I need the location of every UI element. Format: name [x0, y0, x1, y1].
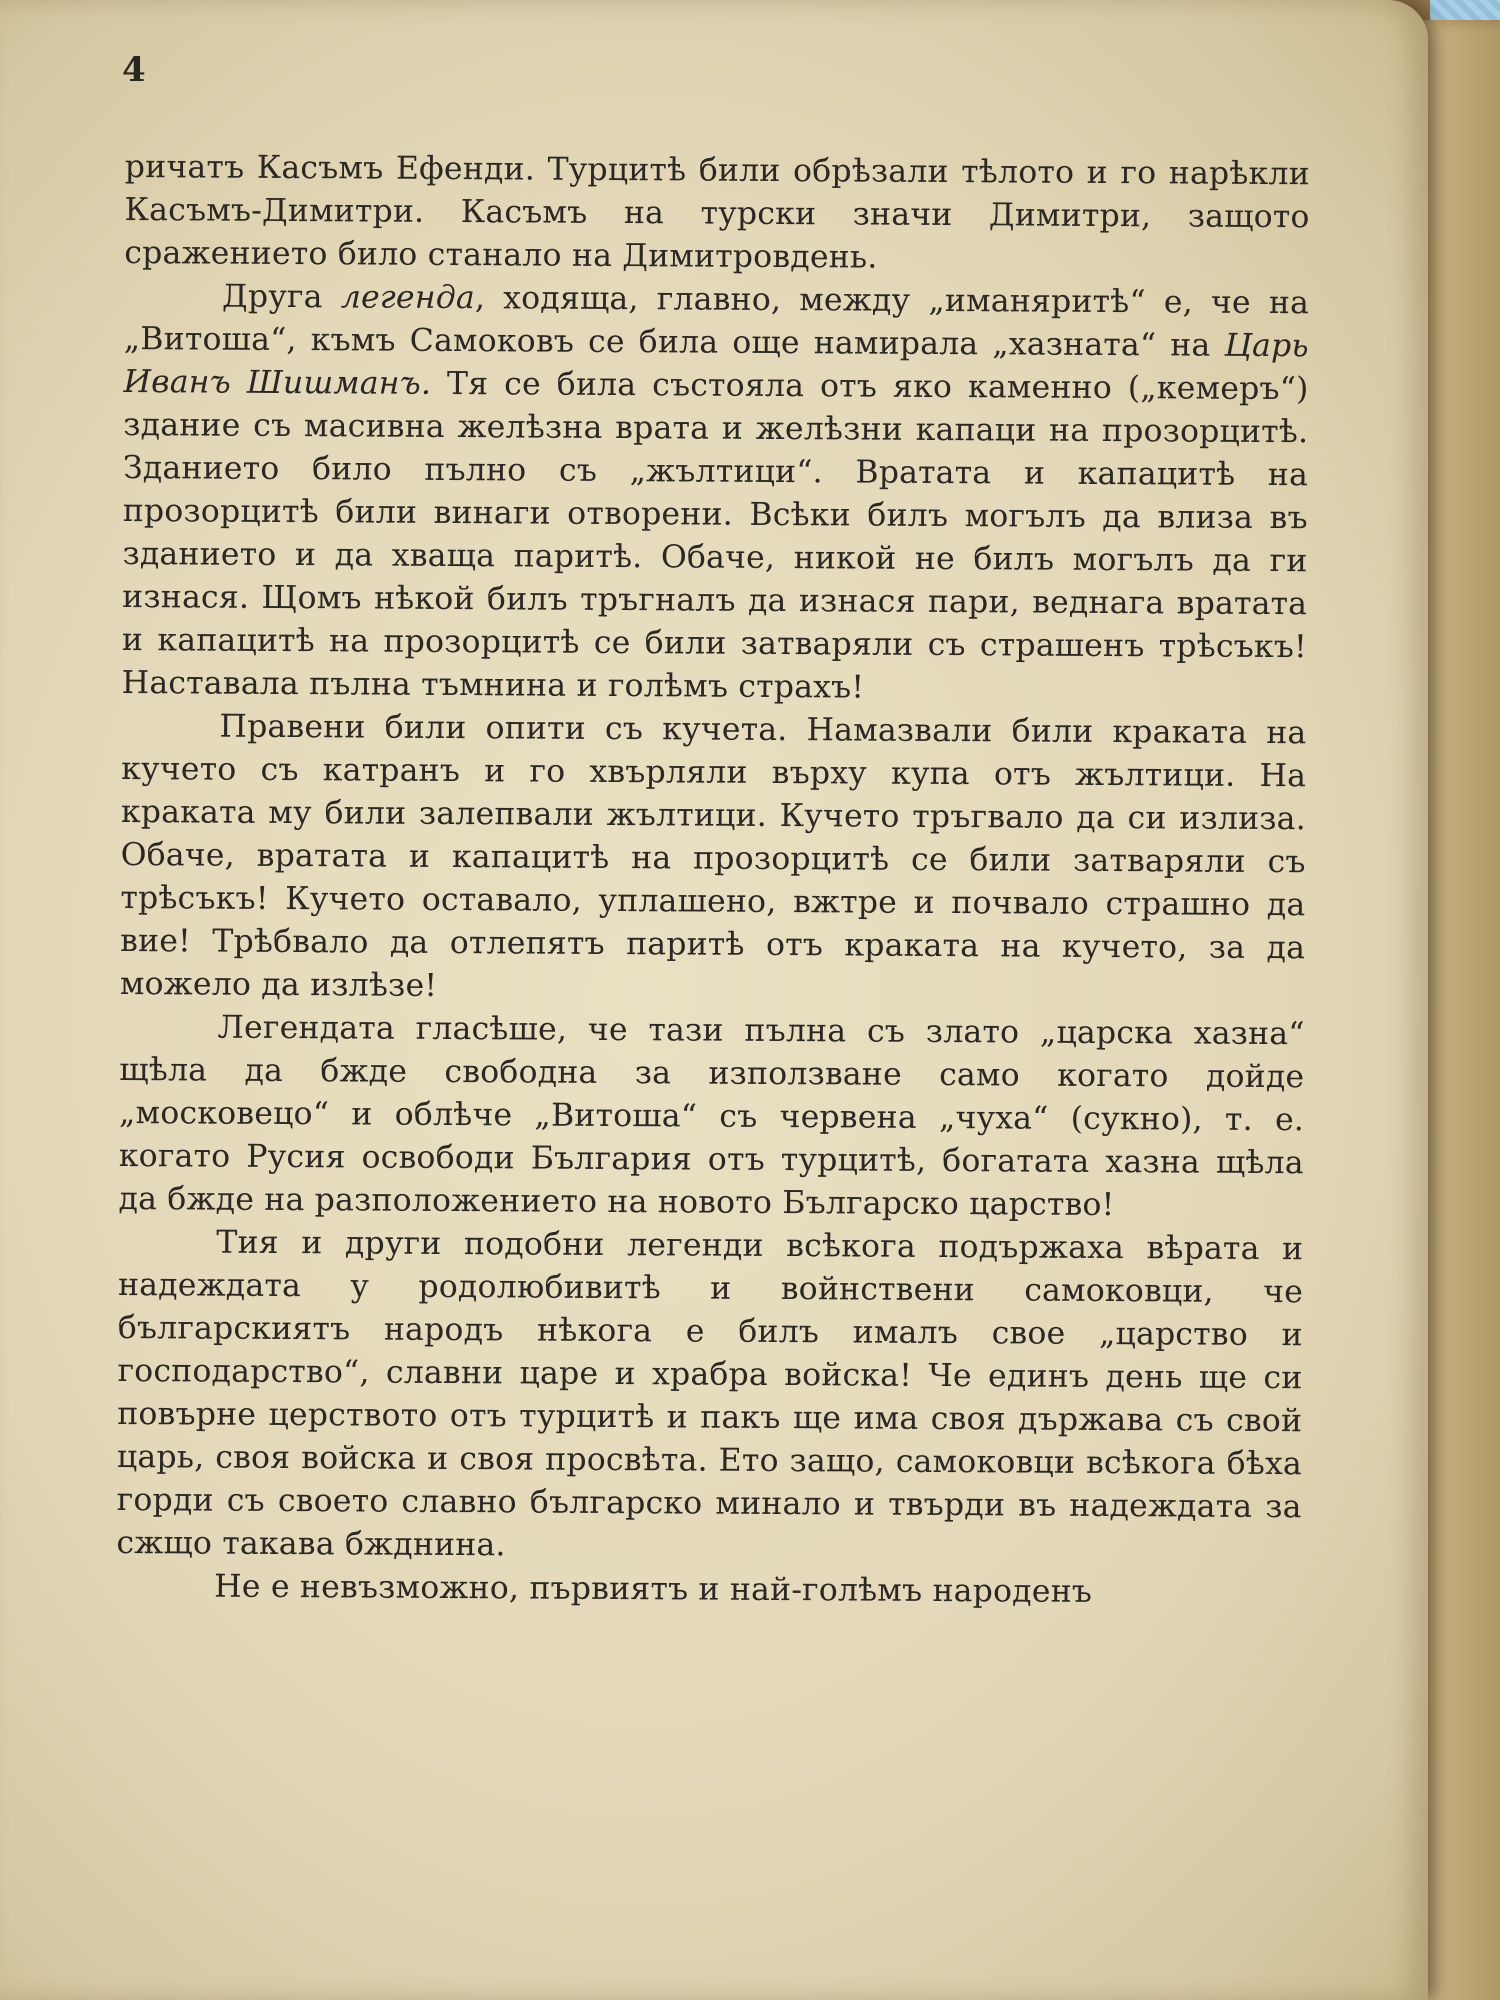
text-run: Легендата гласѣше, че тази пълна съ злато „царска хазна“ щѣла да бжде свободна за използване само когато дойде „московецо“ и облѣче „Витоша“ съ червена „чуха“ (сукно), т. е. когато Русия освободи България отъ турцитѣ, богатата хазна щѣла да бжде на разположението на новото Българско царство! [118, 1009, 1305, 1224]
italic-text-run: Царь Иванъ Шишманъ. [123, 327, 1309, 402]
text-run: , ходяща, главно, между „иманяритѣ“ е, че на „Витоша“, къмъ Самоковъ се била още намирала „хазната“ на [123, 280, 1310, 364]
paragraph [120, 705, 1307, 1013]
paragraph [116, 1221, 1303, 1572]
page-number: 4 [122, 50, 146, 90]
text-run: ричатъ Касъмъ Ефенди. Турцитѣ били обрѣзали тѣлото и го нарѣкли Касъмъ-Димитри. Касъмъ на турски значи Димитри, защото сражението било станало на Димитровдень. [124, 148, 1310, 276]
italic-text-run: легенда [340, 279, 476, 317]
text-run: Правени били опити съ кучета. Намазвали били краката на кучето съ катранъ и го хвърляли върху купа отъ жълтици. На краката му били залепвали жълтици. Кучето тръгвало да си излиза. Обаче, вратата и капацитѣ на прозорцитѣ се били затваряли съ трѣсъкъ! Кучето оставало, уплашено, вжтре и почвало страшно да вие! Трѣбвало да отлепятъ паритѣ отъ краката на кучето, за да можело да излѣзе! [119, 708, 1307, 1004]
paragraph [116, 1565, 1301, 1615]
body-text [116, 146, 1310, 1615]
text-run: Тя се била състояла отъ яко каменно („кемеръ“) здание съ масивна желѣзна врата и желѣзни капаци на прозорцитѣ. Зданието било пълно съ „жълтици“. Вратата и капацитѣ на прозорцитѣ били винаги отворени. Всѣки билъ могълъ да влиза въ зданието и да хваща паритѣ. Обаче, никой не билъ могълъ да ги изнася. Щомъ нѣкой билъ тръгналъ да изнася пари, веднага вратата и капацитѣ на прозорцитѣ се били затваряли съ страшенъ трѣсъкъ! Наставала пълна тъмнина и голѣмъ страхъ! [121, 365, 1309, 706]
text-run: Не е невъзможно, първиятъ и най-голѣмъ народенъ [214, 1568, 1093, 1610]
paragraph [118, 1006, 1304, 1228]
paragraph [122, 275, 1310, 712]
paragraph [124, 146, 1310, 282]
text-run: Тия и други подобни легенди всѣкога подържаха вѣрата и надеждата у родолюбивитѣ и войнствени самоковци, че българскиятъ народъ нѣкога е билъ ималъ свое „царство и господарство“, славни царе и храбра войска! Че единъ день ще си повърне церството отъ турцитѣ и пакъ ще има своя държава съ свой царь, своя войска и своя просвѣта. Ето защо, самоковци всѣкога бѣха горди съ своето славно българско минало и твърди въ надеждата за сжщо такава бжднина. [116, 1224, 1304, 1564]
text-run: Друга [221, 278, 341, 316]
